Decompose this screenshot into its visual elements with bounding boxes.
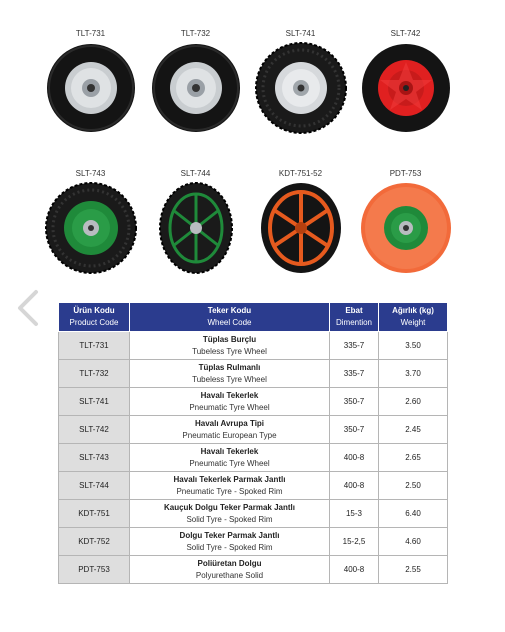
cell-weight: 2.50 <box>379 472 448 500</box>
wheel-code-label: TLT-732 <box>180 29 211 38</box>
cell-wheel-name: Havalı Tekerlek Pneumatic Tyre Wheel <box>130 388 330 416</box>
table-row <box>59 500 448 528</box>
header-dimension: Ebat Dimention <box>330 303 379 332</box>
cell-wheel-name: Havalı Avrupa Tipi Pneumatic European Type <box>130 416 330 444</box>
cell-product-code: SLT-741 <box>59 388 130 416</box>
cell-wheel-name: Poliüretan Dolgu Polyurethane Solid <box>130 556 330 584</box>
cell-dimension: 350-7 <box>330 388 379 416</box>
cell-wheel-name: Havalı Tekerlek Pneumatic Tyre Wheel <box>130 444 330 472</box>
cell-product-code: KDT-752 <box>59 528 130 556</box>
wheel-item <box>143 28 248 136</box>
table-header-row <box>59 303 448 332</box>
cell-weight: 2.45 <box>379 416 448 444</box>
cell-dimension: 15-2,5 <box>330 528 379 556</box>
wheel-image-pdt-753 <box>358 180 454 276</box>
cell-product-code: SLT-743 <box>59 444 130 472</box>
cell-weight: 4.60 <box>379 528 448 556</box>
wheel-item <box>248 28 353 136</box>
wheel-image-slt-742 <box>358 40 454 136</box>
cell-wheel-name: Tüplas Rulmanlı Tubeless Tyre Wheel <box>130 360 330 388</box>
table-row <box>59 556 448 584</box>
wheel-code-label: TLT-731 <box>75 29 106 38</box>
spec-table <box>58 302 448 584</box>
wheel-code-label: SLT-744 <box>180 169 211 178</box>
table-row <box>59 332 448 360</box>
cell-wheel-name: Havalı Tekerlek Parmak Jantlı Pneumatic Tyre - Spoked Rim <box>130 472 330 500</box>
wheel-item <box>353 168 458 276</box>
cell-wheel-name: Dolgu Teker Parmak Jantlı Solid Tyre - Spoked Rim <box>130 528 330 556</box>
cell-product-code: TLT-732 <box>59 360 130 388</box>
wheel-item <box>353 28 458 136</box>
cell-dimension: 350-7 <box>330 416 379 444</box>
cell-weight: 2.55 <box>379 556 448 584</box>
wheel-code-label: PDT-753 <box>389 169 422 178</box>
wheel-code-label: SLT-741 <box>285 29 316 38</box>
cell-weight: 3.70 <box>379 360 448 388</box>
wheel-image-tlt-731 <box>43 40 139 136</box>
table-row <box>59 360 448 388</box>
cell-product-code: SLT-744 <box>59 472 130 500</box>
wheel-item <box>248 168 353 276</box>
wheel-item <box>38 28 143 136</box>
wheel-image-slt-741 <box>253 40 349 136</box>
cell-weight: 6.40 <box>379 500 448 528</box>
wheel-item <box>143 168 248 276</box>
cell-product-code: TLT-731 <box>59 332 130 360</box>
table-row <box>59 416 448 444</box>
header-weight: Ağırlık (kg) Weight <box>379 303 448 332</box>
cell-weight: 2.65 <box>379 444 448 472</box>
wheel-code-label: SLT-742 <box>390 29 421 38</box>
cell-wheel-name: Kauçuk Dolgu Teker Parmak Jantlı Solid Tyre - Spoked Rim <box>130 500 330 528</box>
wheel-image-slt-743 <box>43 180 139 276</box>
cell-wheel-name: Tüplas Burçlu Tubeless Tyre Wheel <box>130 332 330 360</box>
cell-dimension: 335-7 <box>330 360 379 388</box>
cell-dimension: 15-3 <box>330 500 379 528</box>
wheel-item <box>38 168 143 276</box>
cell-product-code: SLT-742 <box>59 416 130 444</box>
table-row <box>59 472 448 500</box>
wheel-image-kdt-751-52 <box>253 180 349 276</box>
cell-dimension: 400-8 <box>330 472 379 500</box>
table-row <box>59 528 448 556</box>
wheel-code-label: KDT-751-52 <box>278 169 323 178</box>
cell-weight: 3.50 <box>379 332 448 360</box>
header-wheel-code: Teker Kodu Wheel Code <box>130 303 330 332</box>
cell-dimension: 335-7 <box>330 332 379 360</box>
cell-dimension: 400-8 <box>330 444 379 472</box>
header-product-code: Ürün Kodu Product Code <box>59 303 130 332</box>
table-row <box>59 444 448 472</box>
cell-weight: 2.60 <box>379 388 448 416</box>
table-row <box>59 388 448 416</box>
cell-dimension: 400-8 <box>330 556 379 584</box>
wheel-image-tlt-732 <box>148 40 244 136</box>
chevron-left-icon[interactable] <box>14 288 44 328</box>
wheel-image-slt-744 <box>148 180 244 276</box>
cell-product-code: PDT-753 <box>59 556 130 584</box>
cell-product-code: KDT-751 <box>59 500 130 528</box>
wheel-code-label: SLT-743 <box>75 169 106 178</box>
